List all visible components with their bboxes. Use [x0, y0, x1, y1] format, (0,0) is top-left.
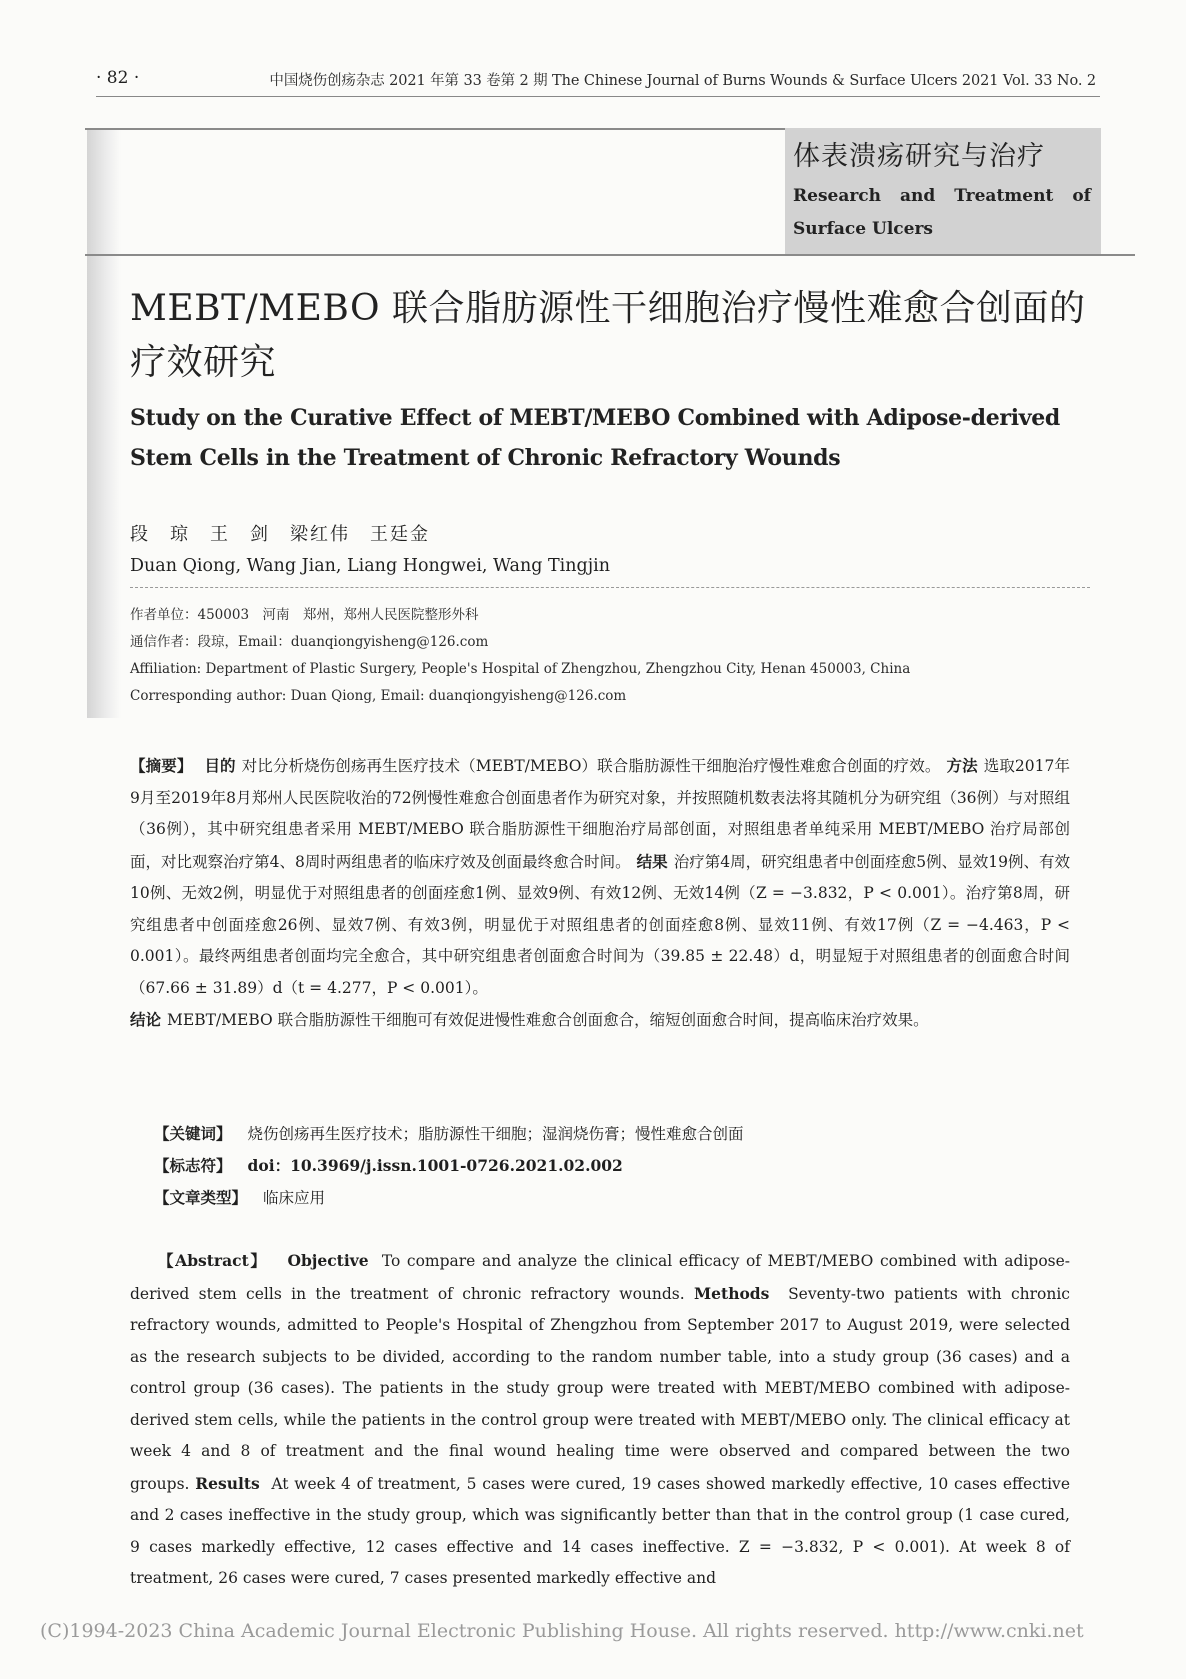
column-title-word: Treatment	[954, 186, 1054, 206]
column-banner	[785, 128, 1101, 254]
abstract-cn	[130, 750, 1070, 1037]
keywords-text: 烧伤创疡再生医疗技术；脂肪源性干细胞；湿润烧伤膏；慢性难愈合创面	[247, 1125, 744, 1143]
objective-text-en: To compare and analyze the clinical efficacy of MEBT/MEBO combined with adipose-derived stem cells in the treatment of chronic refractory wounds.	[130, 1252, 1071, 1303]
authors-en: Duan Qiong, Wang Jian, Liang Hongwei, Wang Tingjin	[130, 556, 611, 576]
corresponding-author-en: Corresponding author: Duan Qiong, Email: duanqiongyisheng@126.com	[130, 688, 627, 704]
doi-text: doi：10.3969/j.issn.1001-0726.2021.02.002	[247, 1156, 623, 1175]
affiliation-block	[130, 602, 1090, 710]
header-rule	[96, 96, 1100, 97]
decorative-top-line	[85, 128, 790, 130]
objective-heading-cn: 目的	[204, 756, 236, 775]
corresponding-author-cn: 通信作者：段琼，Email：duanqiongyisheng@126.com	[130, 634, 489, 650]
keywords-row	[154, 1118, 1054, 1150]
journal-citation-line: 中国烧伤创疡杂志 2021 年第 33 卷第 2 期 The Chinese Journal of Burns Wounds & Surface Ulcers 2021 Vol. 33 No. 2	[269, 73, 1096, 89]
authors-cn: 段 琼 王 剑 梁红伟 王廷金	[130, 524, 430, 545]
results-heading-en: Results	[195, 1473, 260, 1493]
column-title-word: of	[1072, 186, 1091, 206]
column-title-en-line2: Surface Ulcers	[793, 219, 933, 239]
column-title-en	[793, 180, 1091, 246]
conclusion-text-cn: MEBT/MEBO 联合脂肪源性干细胞可有效促进慢性难愈合创面愈合，缩短创面愈合时间，提高临床治疗效果。	[167, 1011, 929, 1029]
article-type-row	[154, 1182, 1054, 1214]
methods-heading-cn: 方法	[946, 756, 978, 775]
page-number: · 82 ·	[96, 68, 140, 88]
abstract-cn-label: 【摘要】	[130, 756, 193, 775]
keywords-label: 【关键词】	[154, 1124, 232, 1143]
methods-text-cn: 选取2017年9月至2019年8月郑州人民医院收治的72例慢性难愈合创面患者作为研究对象，并按照随机数表法将其随机分为研究组（36例）与对照组（36例），其中研究组患者采用 MEBT/MEBO 联合脂肪源性干细胞治疗局部创面，对照组患者单纯采用 MEBT/MEBO 治疗局部创面，对比观察治疗第4、8周时两组患者的临床疗效及创面最终愈合时间。	[130, 757, 1070, 871]
article-type-label: 【文章类型】	[154, 1188, 248, 1207]
methods-text-en: Seventy-two patients with chronic refractory wounds, admitted to People's Hospital of Zhengzhou from September 2017 to August 2019, were selected as the research subjects to be divided, according to the random number table, into a study group (36 cases) and a control group (36 cases). The patients in the study group were treated with MEBT/MEBO combined with adipose-derived stem cells, while the patients in the control group were treated with MEBT/MEBO only. The clinical efficacy at week 4 and 8 of treatment and the final wound healing time were observed and compared between the two groups.	[130, 1284, 1070, 1493]
running-header	[96, 66, 1096, 92]
column-title-word: and	[900, 186, 936, 206]
author-unit-cn: 作者单位：450003 河南 郑州，郑州人民医院整形外科	[130, 607, 479, 623]
decorative-side-bar	[87, 128, 121, 718]
decorative-divider-line	[85, 254, 1135, 256]
objective-heading-en: Objective	[287, 1251, 369, 1270]
objective-text-cn: 对比分析烧伤创疡再生医疗技术（MEBT/MEBO）联合脂肪源性干细胞治疗慢性难愈合创面的疗效。	[241, 757, 941, 775]
column-title-cn: 体表溃疡研究与治疗	[793, 141, 1045, 172]
affiliation-en: Affiliation: Department of Plastic Surgery, People's Hospital of Zhengzhou, Zhengzhou City, Henan 450003, China	[130, 661, 911, 677]
results-text-en: At week 4 of treatment, 5 cases were cured, 19 cases showed markedly effective, 10 cases effective and 2 cases ineffective in the study group, which was significantly better than that in the control group (1 case cured, 9 cases markedly effective, 12 cases effective and 14 cases ineffective. Z = −3.832, P < 0.001). At week 8 of treatment, 26 cases were cured, 7 cases presented markedly effective and	[130, 1474, 1070, 1587]
doi-row	[154, 1150, 1054, 1182]
abstract-en-label: 【Abstract】	[158, 1251, 268, 1270]
article-type-text: 临床应用	[263, 1189, 326, 1207]
authors-divider	[130, 587, 1090, 588]
article-title-en: Study on the Curative Effect of MEBT/MEBO Combined with Adipose-derived Stem Cells in the Treatment of Chronic Refractory Wounds	[130, 405, 1061, 471]
abstract-en	[130, 1245, 1070, 1595]
article-metadata	[154, 1118, 1054, 1214]
article-title-cn: MEBT/MEBO 联合脂肪源性干细胞治疗慢性难愈合创面的疗效研究	[130, 288, 1086, 383]
results-heading-cn: 结果	[636, 851, 668, 871]
results-text-cn: 治疗第4周，研究组患者中创面痊愈5例、显效19例、有效10例、无效2例，明显优于对照组患者的创面痊愈1例、显效9例、有效12例、无效14例（Z = −3.832，P < 0.001）。治疗第8周，研究组患者中创面痊愈26例、显效7例、有效3例，明显优于对照组患者的创面痊愈8例、显效11例、有效17例（Z = −4.463，P < 0.001）。最终两组患者创面均完全愈合，其中研究组患者创面愈合时间为（39.85 ± 22.48）d，明显短于对照组患者的创面愈合时间（67.66 ± 31.89）d（t = 4.277，P < 0.001）。	[130, 852, 1070, 997]
copyright-watermark: (C)1994-2023 China Academic Journal Electronic Publishing House. All rights reserved. http://www.cnki.net	[40, 1620, 1084, 1642]
conclusion-heading-cn: 结论	[130, 1010, 162, 1029]
methods-heading-en: Methods	[694, 1283, 770, 1303]
column-title-en-line1	[793, 180, 1091, 213]
column-title-word: Research	[793, 186, 882, 206]
doi-label: 【标志符】	[154, 1156, 232, 1175]
